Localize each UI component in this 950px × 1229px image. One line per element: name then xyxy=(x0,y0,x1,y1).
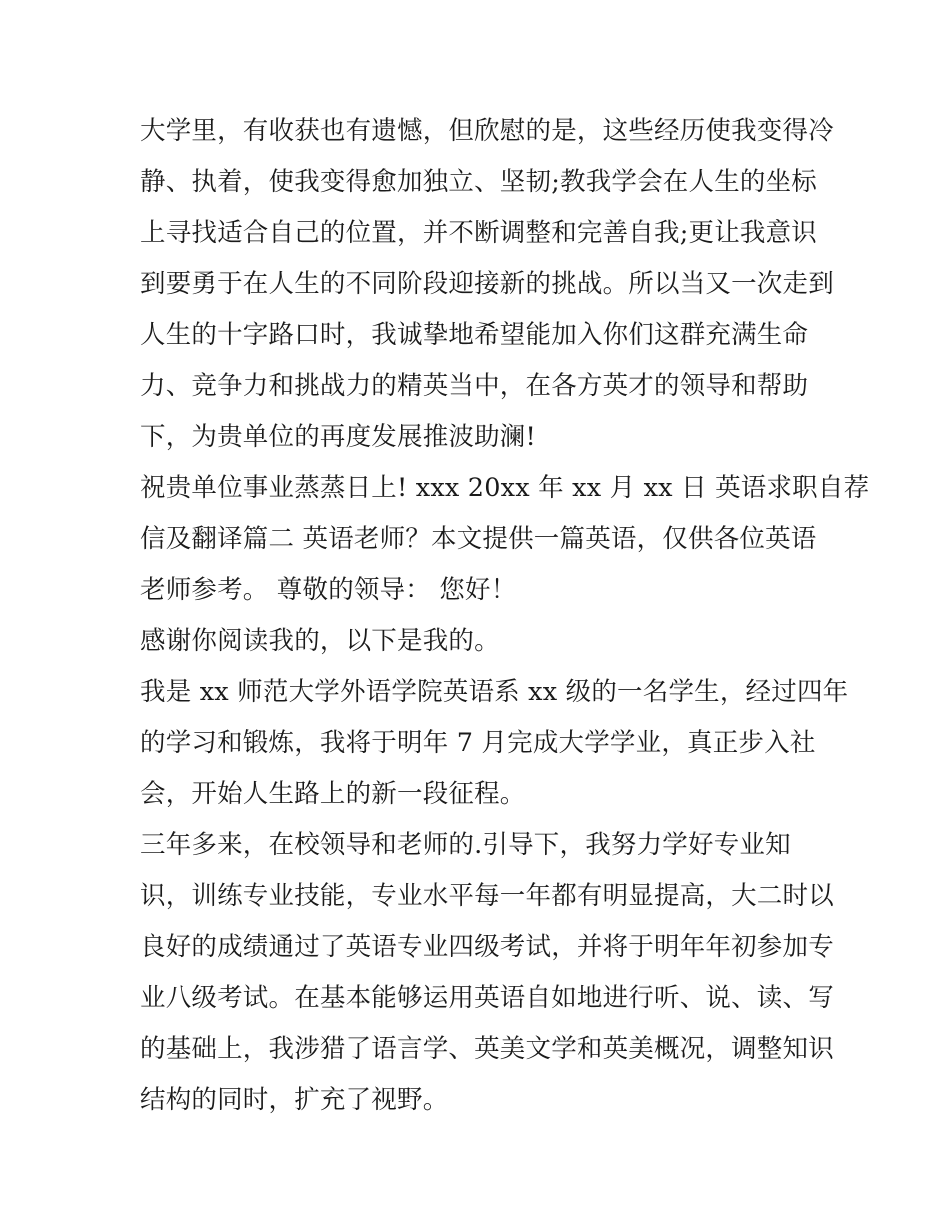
text-line: 下，为贵单位的再度发展推波助澜! xyxy=(140,422,536,452)
text-line: 结构的同时，扩充了视野。 xyxy=(140,1085,449,1115)
text-line: 的学习和锻炼，我将于明年 7 月完成大学学业，真正步入社 xyxy=(140,728,816,758)
text-line: 人生的十字路口时，我诚挚地希望能加入你们这群充满生命 xyxy=(140,320,809,350)
text-line: 大学里，有收获也有遗憾，但欣慰的是，这些经历使我变得冷 xyxy=(140,116,834,146)
text-line: 的基础上，我涉猎了语言学、英美文学和英美概况，调整知识 xyxy=(140,1034,834,1064)
text-line: 静、执着，使我变得愈加独立、坚韧;教我学会在人生的坐标 xyxy=(140,167,817,197)
text-line: 祝贵单位事业蒸蒸日上! xxx 20xx 年 xx 月 xx 日 英语求职自荐 xyxy=(140,473,870,503)
text-line: 业八级考试。在基本能够运用英语自如地进行听、说、读、写 xyxy=(140,983,834,1013)
text-line: 信及翻译篇二 英语老师？本文提供一篇英语，仅供各位英语 xyxy=(140,524,817,554)
text-line: 感谢你阅读我的，以下是我的。 xyxy=(140,626,500,656)
text-line: 我是 xx 师范大学外语学院英语系 xx 级的一名学生，经过四年 xyxy=(140,677,849,707)
text-line: 识，训练专业技能，专业水平每一年都有明显提高，大二时以 xyxy=(140,881,834,911)
text-line: 会，开始人生路上的新一段征程。 xyxy=(140,779,526,809)
text-line: 到要勇于在人生的不同阶段迎接新的挑战。所以当又一次走到 xyxy=(140,269,834,299)
text-line: 力、竞争力和挑战力的精英当中，在各方英才的领导和帮助 xyxy=(140,371,809,401)
text-line: 上寻找适合自己的位置，并不断调整和完善自我;更让我意识 xyxy=(140,218,817,248)
document-body xyxy=(140,106,870,1126)
text-line: 良好的成绩通过了英语专业四级考试，并将于明年年初参加专 xyxy=(140,932,834,962)
text-line: 三年多来，在校领导和老师的.引导下，我努力学好专业知 xyxy=(140,830,791,860)
text-line: 老师参考。 尊敬的领导： 您好！ xyxy=(140,575,517,605)
